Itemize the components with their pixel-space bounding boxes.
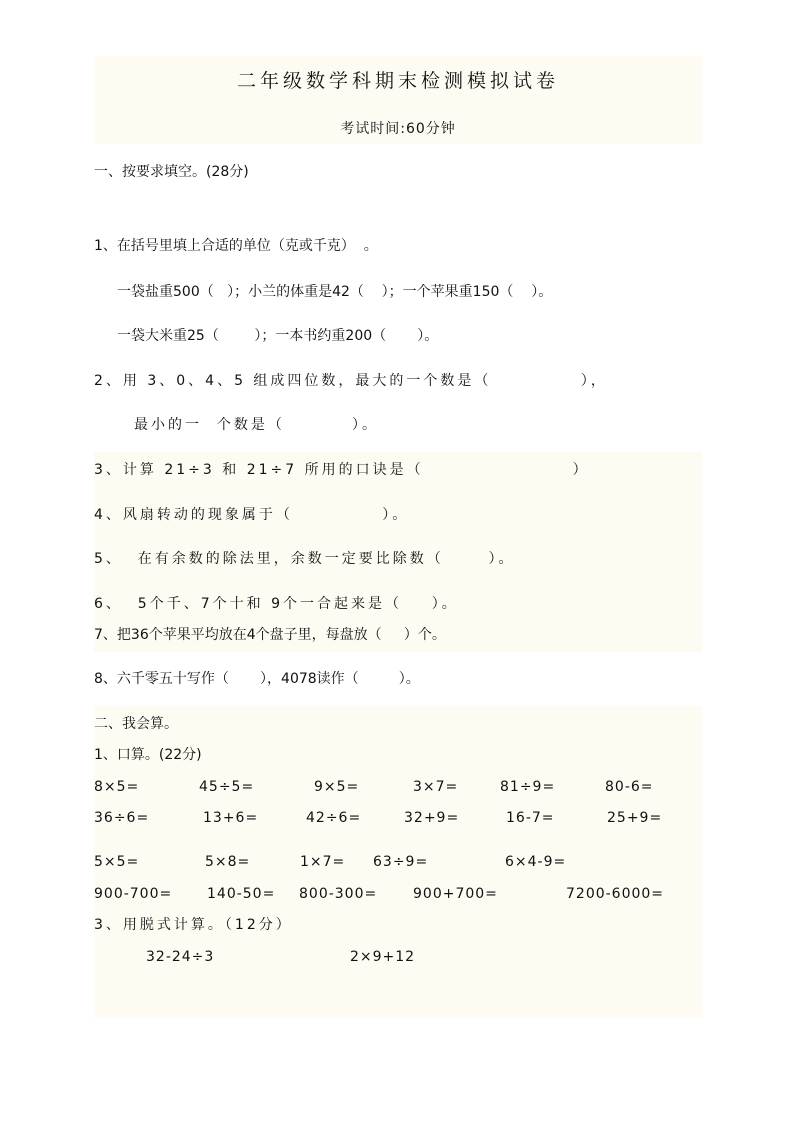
question-3: 3、计算 21÷3 和 21÷7 所用的口诀是（ ）	[94, 462, 590, 478]
question-1a: 一袋盐重500（ ）；小兰的体重是42（ ）；一个苹果重150（ ）。	[117, 284, 553, 300]
oral-item: 800-300=	[299, 886, 378, 902]
question-4: 4、风扇转动的现象属于（ ）。	[94, 507, 410, 523]
oral-item: 9×5=	[314, 779, 360, 795]
oral-item: 5×8=	[205, 854, 251, 870]
question-5: 5、 在有余数的除法里，余数一定要比除数（ ）。	[94, 551, 516, 567]
oral-item: 900+700=	[413, 886, 498, 902]
oral-item: 36÷6=	[94, 810, 150, 826]
oral-item: 25+9=	[607, 810, 663, 826]
question-6: 6、 5个千、7个十和 9个一合起来是（ ）。	[94, 596, 459, 612]
oral-item: 3×7=	[413, 779, 459, 795]
oral-item: 6×4-9=	[505, 854, 567, 870]
step-calc-heading: 3、用脱式计算。（12分）	[94, 917, 293, 933]
oral-item: 45÷5=	[199, 779, 255, 795]
oral-item: 81÷9=	[500, 779, 556, 795]
step-item: 2×9+12	[350, 949, 416, 965]
oral-calc-heading: 1、口算。(22分)	[94, 747, 202, 763]
step-item: 32-24÷3	[146, 949, 215, 965]
oral-item: 900-700=	[94, 886, 173, 902]
oral-item: 13+6=	[203, 810, 259, 826]
oral-item: 1×7=	[300, 854, 346, 870]
question-1b: 一袋大米重25（ ）；一本书约重200（ ）。	[117, 328, 439, 344]
question-8: 8、六千零五十写作（ ），4078读作（ ）。	[94, 671, 420, 687]
exam-time: 考试时间:60分钟	[340, 121, 456, 137]
question-7: 7、把36个苹果平均放在4个盘子里，每盘放（ ）个。	[94, 627, 446, 643]
section1-heading: 一、按要求填空。(28分)	[94, 164, 249, 180]
oral-item: 42÷6=	[306, 810, 362, 826]
exam-title: 二年级数学科期末检测模拟试卷	[236, 70, 559, 92]
oral-item: 16-7=	[506, 810, 555, 826]
question-2b: 最小的一 个数是（ ）。	[134, 417, 379, 433]
question-2a: 2、用 3、0、4、5 组成四位数，最大的一个数是（ ），	[94, 373, 608, 389]
oral-item: 140-50=	[207, 886, 276, 902]
oral-item: 63÷9=	[373, 854, 429, 870]
oral-item: 7200-6000=	[566, 886, 665, 902]
oral-item: 5×5=	[94, 854, 140, 870]
oral-item: 8×5=	[94, 779, 140, 795]
oral-item: 32+9=	[404, 810, 460, 826]
oral-item: 80-6=	[605, 779, 654, 795]
section2-heading: 二、我会算。	[94, 716, 178, 732]
question-1: 1、在括号里填上合适的单位（克或千克） 。	[94, 238, 378, 254]
